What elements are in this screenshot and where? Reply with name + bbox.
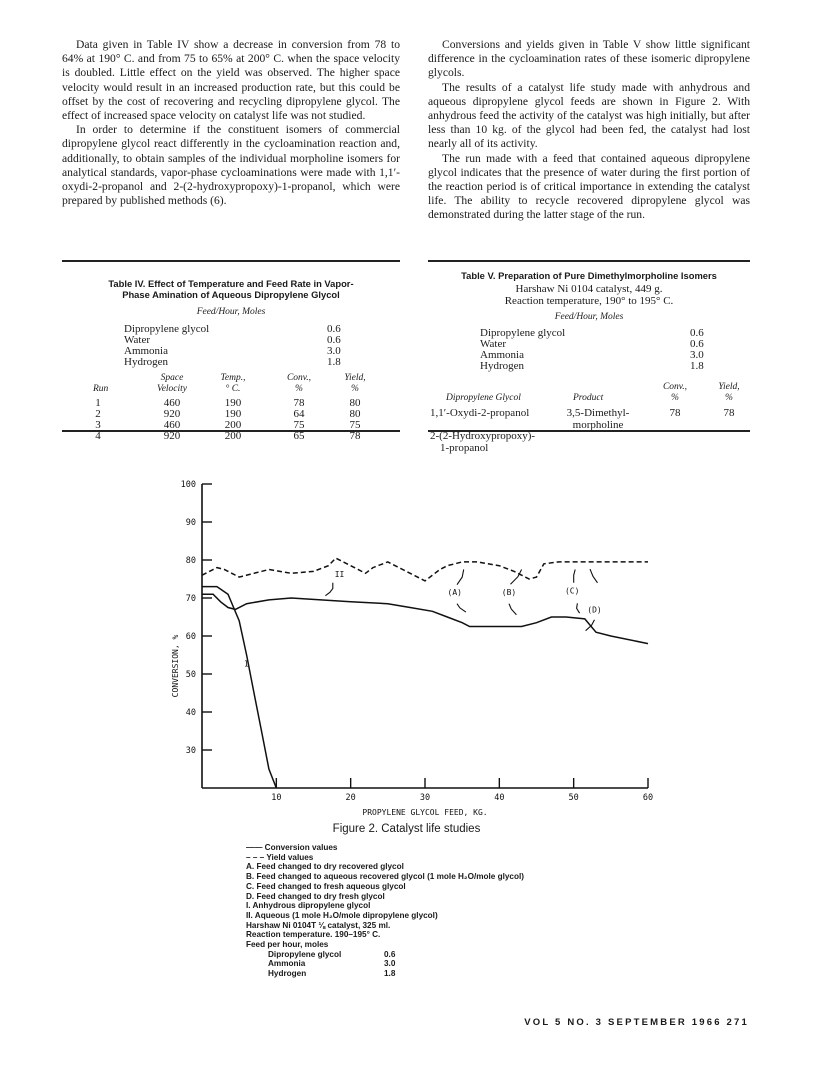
feed-value: 3.0 <box>690 349 704 361</box>
row-temp: 190 <box>224 408 242 420</box>
legend-line: Reaction temperature. 190–195° C. <box>246 930 381 940</box>
legend-feed-item <box>246 959 524 969</box>
header-line: Yield, <box>718 382 740 392</box>
row-run: 2 <box>95 408 101 420</box>
legend-feed-value: 1.8 <box>384 969 396 979</box>
legend-feed-name: Hydrogen <box>268 969 307 979</box>
feed-name: Ammonia <box>480 349 524 361</box>
feed-header: Feed/Hour, Moles <box>554 312 624 322</box>
legend-line: B. Feed changed to aqueous recovered glycol (1 mole H₂O/mole glycol) <box>246 872 524 882</box>
caption-line: Phase Amination of Aqueous Dipropylene Glycol <box>122 289 340 300</box>
catalyst-life-chart <box>160 476 660 822</box>
legend-line: I. Anhydrous dipropylene glycol <box>246 901 371 911</box>
paragraph: The run made with a feed that contained aqueous dipropylene glycol indicates that the presence of water during the first portion of the reaction period is of critical importance in extending the catalyst life. The ability to recycle recovered dipropylene glycol was demonstrated during the latter stage of the run. <box>428 151 750 222</box>
table-iv <box>62 278 400 442</box>
annotation-pointer <box>511 570 522 585</box>
glycol-line: 1-propanol <box>440 441 489 454</box>
legend-feed-name: Dipropylene glycol <box>268 949 342 959</box>
row-space-velocity: 460 <box>163 397 181 409</box>
legend-feed-item <box>246 950 524 960</box>
feed-value: 0.6 <box>690 327 704 339</box>
body-right-column <box>428 38 750 223</box>
row-conv: 78 <box>669 407 681 419</box>
row-run: 4 <box>95 430 101 442</box>
figure-legend <box>246 843 524 979</box>
feed-name: Water <box>480 338 506 350</box>
x-tick-label: 40 <box>494 793 505 803</box>
table-v-catalyst: Harshaw Ni 0104 catalyst, 449 g. <box>515 283 663 295</box>
y-tick-label: 80 <box>185 556 196 566</box>
legend-line: D. Feed changed to dry fresh glycol <box>246 891 385 901</box>
paragraph: The results of a catalyst life study made with anhydrous and aqueous dipropylene glycol feeds are shown in Figure 2. With anhydrous feed the activity of the catalyst was high initially, but after less than 10 kg. of the glycol had been fed, the catalyst had lost nearly all of its activity. <box>428 80 750 151</box>
row-yield: 75 <box>349 419 361 431</box>
legend-line: C. Feed changed to fresh aqueous glycol <box>246 881 406 891</box>
col-header-product: Product <box>573 393 604 403</box>
col-header-conv <box>650 382 700 403</box>
col-header-temp <box>208 373 258 394</box>
col-header-space-velocity <box>142 373 202 394</box>
table5-top-rule <box>428 260 750 262</box>
row-product <box>548 408 648 431</box>
annotation-label: (C) <box>564 586 580 596</box>
glycol-line: 2-(2-Hydroxypropoxy)- <box>430 430 536 442</box>
header-line: Conv., <box>662 382 688 392</box>
body-left-column <box>62 38 400 208</box>
paragraph: In order to determine if the constituent isomers of commercial dipropylene glycol react differently in the cycloamination reaction and, additionally, to obtain samples of the individual morpholine isomers for analytical standards, vapor-phase cycloaminations were made with 1,1′-oxydi-2-propanol and 2-(2-hydroxypropoxy)-1-propanol, which were prepared by published methods (6). <box>62 123 400 208</box>
row-run: 3 <box>95 419 101 431</box>
header-line: % <box>295 383 303 394</box>
header-line: Velocity <box>156 383 188 394</box>
annotation-pointer <box>457 570 464 585</box>
x-axis-label: PROPYLENE GLYCOL FEED, KG. <box>362 808 488 817</box>
paragraph: Conversions and yields given in Table V show little significant difference in the cycloamination rates of these isomeric dipropylene glycols. <box>428 38 750 80</box>
row-conv: 78 <box>293 397 305 409</box>
annotation-label: (A) <box>447 587 462 597</box>
col-header-glycol: Dipropylene Glycol <box>446 393 521 403</box>
feed-value: 0.6 <box>327 323 341 335</box>
feed-name: Hydrogen <box>480 360 524 372</box>
row-glycol <box>430 431 535 454</box>
x-tick-label: 60 <box>642 793 654 803</box>
y-tick-label: 70 <box>185 594 196 604</box>
header-line: Conv., <box>286 373 312 383</box>
feed-value: 1.8 <box>327 356 341 368</box>
feed-name: Hydrogen <box>124 356 168 368</box>
product-line: morpholine <box>572 418 624 431</box>
row-conv: 75 <box>293 419 305 431</box>
table4-top-rule <box>62 260 400 262</box>
product-line: 3,5-Dimethyl- <box>566 407 630 419</box>
annotation-label: (B) <box>501 587 517 597</box>
x-tick-label: 10 <box>271 793 282 803</box>
feed-name: Ammonia <box>124 345 168 357</box>
legend-feed-value: 0.6 <box>384 949 396 959</box>
annotation-pointer <box>590 569 598 583</box>
row-run: 1 <box>95 397 101 409</box>
paragraph: Data given in Table IV show a decrease in conversion from 78 to 64% at 190° C. and from 75 to 65% at 200° C. when the space velocity is doubled. Little effect on the yield was observed. The higher space velocity would result in an increased production rate, but this could be offset by the cost of recovering and recycling dipropylene glycol. The effect of increased space velocity on catalyst life was not studied. <box>62 38 400 123</box>
row-yield: 80 <box>349 408 361 420</box>
feed-value: 0.6 <box>327 334 341 346</box>
col-header-run: Run <box>93 384 109 394</box>
page-footer: VOL 5 NO. 3 SEPTEMBER 1966 271 <box>524 1017 749 1028</box>
row-yield: 78 <box>723 407 735 419</box>
col-header-conv <box>274 373 324 394</box>
header-line: % <box>671 392 679 403</box>
row-space-velocity: 920 <box>163 408 181 420</box>
annotation-pointer <box>509 604 516 615</box>
row-temp: 200 <box>224 430 242 442</box>
annotation-pointer <box>325 583 332 596</box>
header-line: % <box>351 383 359 394</box>
y-tick-label: 60 <box>185 632 196 642</box>
y-tick-label: 100 <box>180 480 196 490</box>
header-line: % <box>725 392 733 403</box>
legend-feed-value: 3.0 <box>384 959 396 969</box>
x-tick-label: 20 <box>345 793 356 803</box>
y-tick-label: 50 <box>185 670 196 680</box>
row-yield: 80 <box>349 397 361 409</box>
feed-name: Dipropylene glycol <box>124 323 210 335</box>
y-tick-label: 90 <box>185 518 196 528</box>
annotation-pointer <box>574 570 576 583</box>
row-space-velocity: 460 <box>163 419 181 431</box>
annotation-label: I <box>244 659 250 669</box>
caption-line: Table IV. Effect of Temperature and Feed Rate in Vapor- <box>108 278 354 289</box>
table-v-caption: Table V. Preparation of Pure Dimethylmorpholine Isomers <box>461 270 717 281</box>
legend-line: – – – Yield values <box>246 852 314 862</box>
table-v <box>428 270 750 430</box>
row-temp: 190 <box>224 397 242 409</box>
conversion-series-line-I <box>202 587 276 788</box>
yield-series-line <box>202 558 648 581</box>
annotation-pointer <box>577 603 580 613</box>
legend-line: II. Aqueous (1 mole H₂O/mole dipropylene glycol) <box>246 910 438 920</box>
annotation-label: II <box>334 570 345 580</box>
header-line: Temp., <box>220 373 246 383</box>
row-conv: 65 <box>293 430 305 442</box>
y-tick-label: 30 <box>185 746 196 756</box>
legend-line: Feed per hour, moles <box>246 940 329 950</box>
feed-value: 0.6 <box>690 338 704 350</box>
feed-value: 1.8 <box>690 360 704 372</box>
header-line: Yield, <box>344 373 366 383</box>
legend-feed-name: Ammonia <box>268 959 306 969</box>
col-header-yield <box>704 382 754 403</box>
table-iv-caption <box>62 278 400 300</box>
legend-line: A. Feed changed to dry recovered glycol <box>246 862 404 872</box>
x-tick-label: 50 <box>568 793 579 803</box>
legend-line: Harshaw Ni 0104T ⅛ catalyst, 325 ml. <box>246 920 391 930</box>
row-space-velocity: 920 <box>163 430 181 442</box>
feed-name: Dipropylene glycol <box>480 327 566 339</box>
y-tick-label: 40 <box>185 708 196 718</box>
col-header-yield <box>330 373 380 394</box>
legend-feed-item <box>246 969 524 979</box>
y-axis-label: CONVERSION, % <box>171 634 180 698</box>
x-tick-label: 30 <box>419 793 431 803</box>
feed-name: Water <box>124 334 150 346</box>
feed-header: Feed/Hour, Moles <box>196 307 266 317</box>
header-line: ° C. <box>225 383 241 394</box>
conversion-series-line-II <box>202 594 648 643</box>
legend-line: —— Conversion values <box>246 843 338 852</box>
annotation-label: (D) <box>587 605 602 615</box>
header-line: Space <box>160 373 184 383</box>
table-v-temperature: Reaction temperature, 190° to 195° C. <box>504 295 674 307</box>
row-temp: 200 <box>224 419 242 431</box>
row-conv: 64 <box>293 408 305 420</box>
annotation-pointer <box>457 604 466 612</box>
row-yield: 78 <box>349 430 361 442</box>
figure-caption: Figure 2. Catalyst life studies <box>332 823 481 835</box>
feed-value: 3.0 <box>327 345 341 357</box>
row-glycol: 1,1′-Oxydi-2-propanol <box>430 407 530 419</box>
